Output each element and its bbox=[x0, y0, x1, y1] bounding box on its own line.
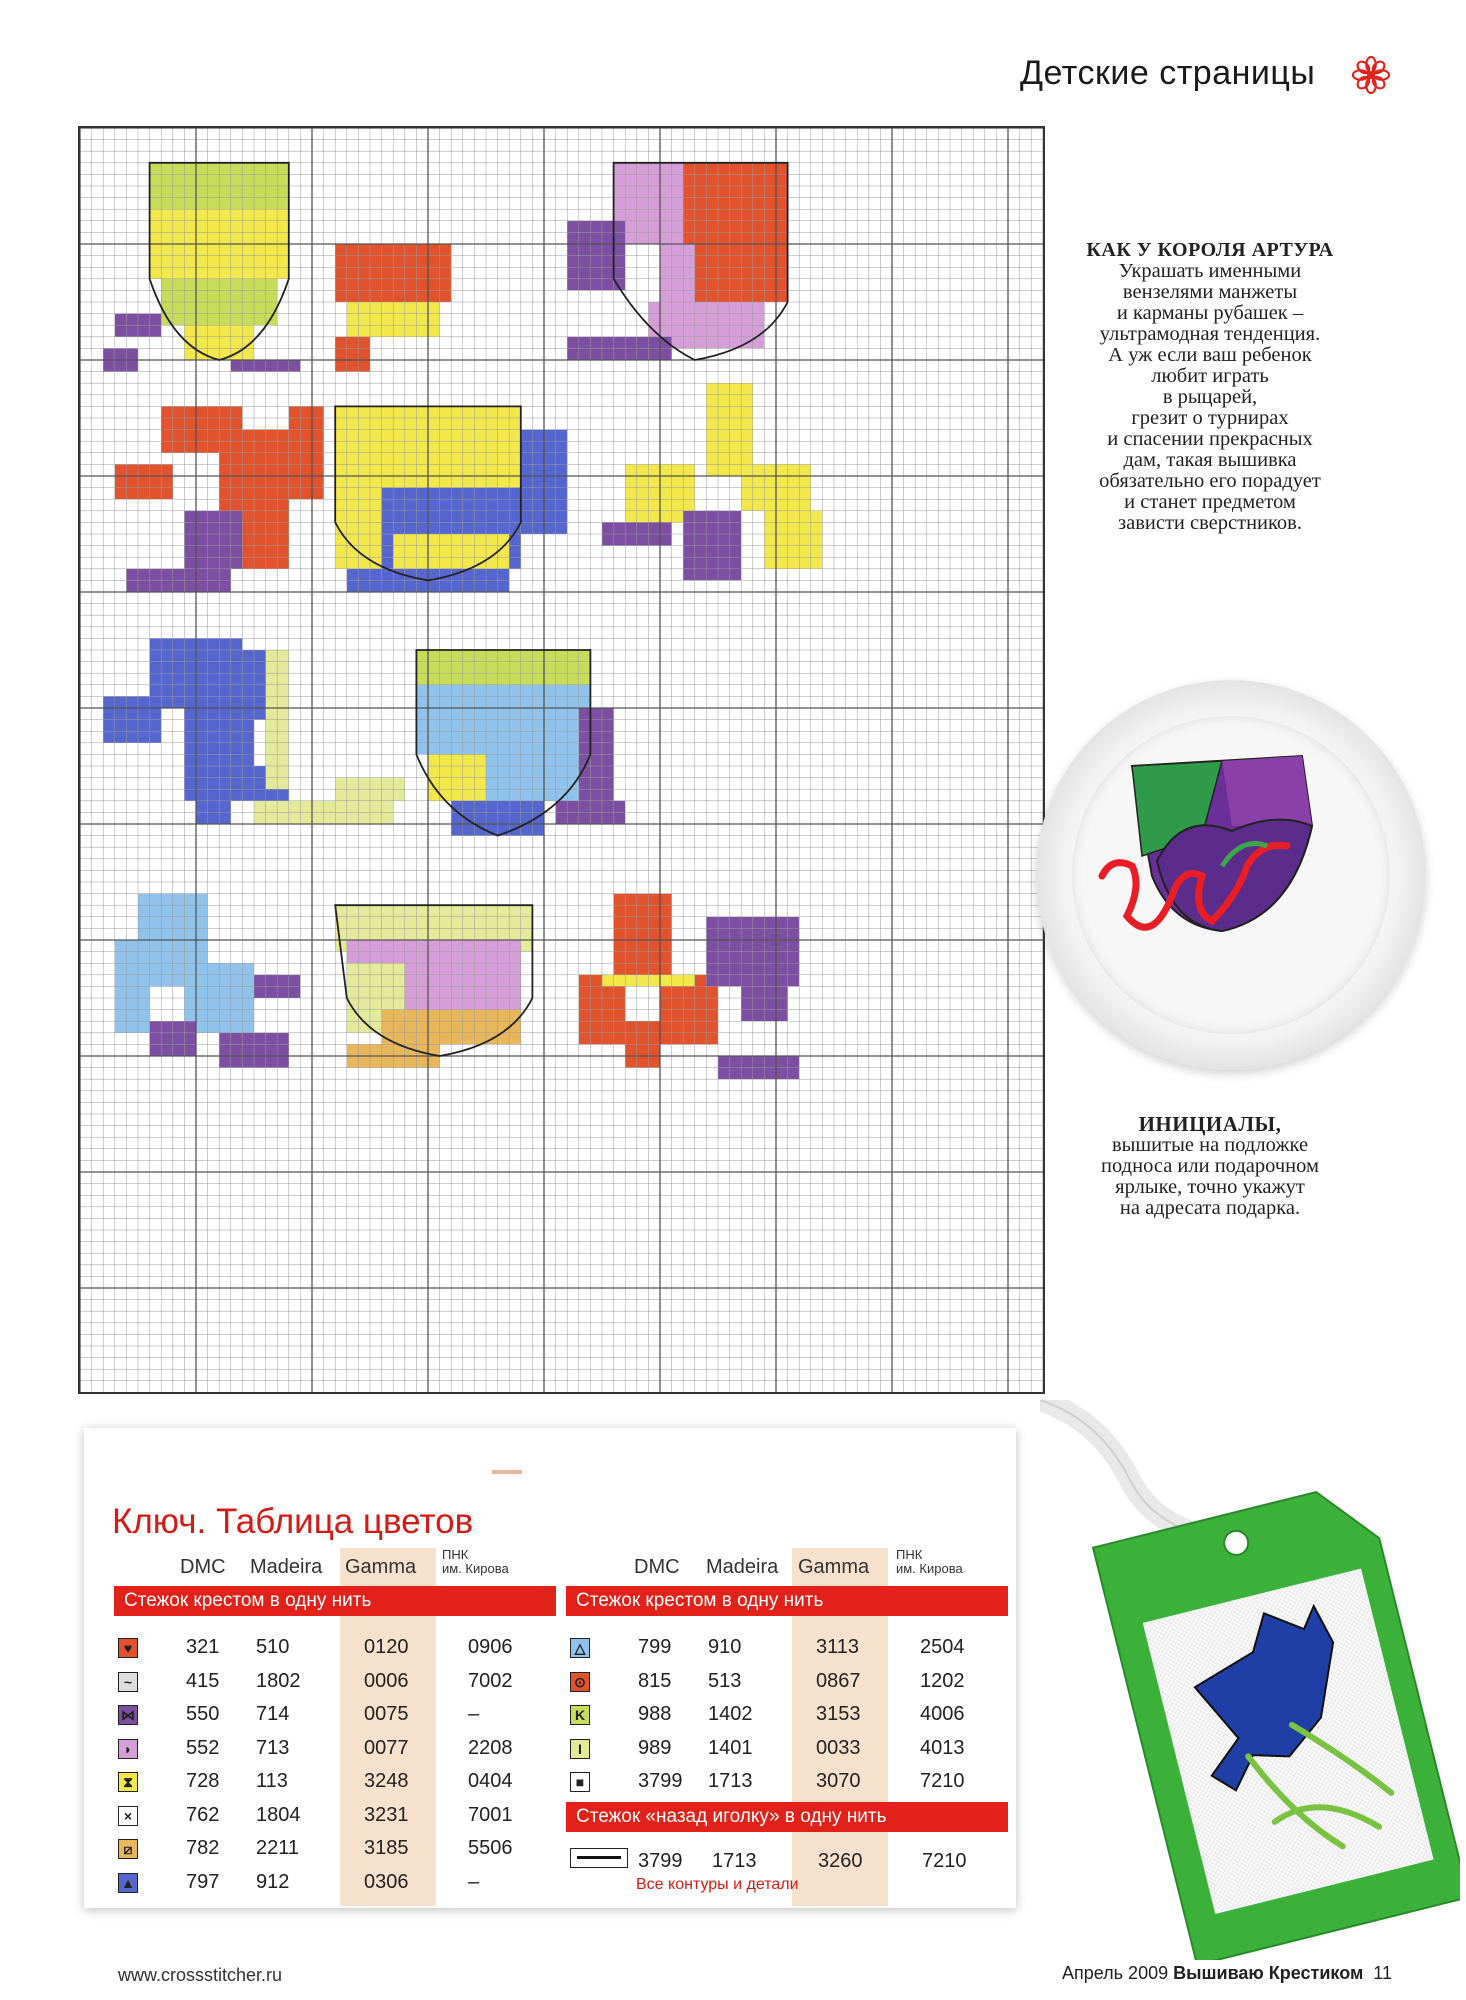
left-key-symbol-7: ▲ bbox=[118, 1873, 138, 1893]
left-key-pnk-1: 7002 bbox=[468, 1669, 513, 1692]
left-key-gamma-6: 3185 bbox=[364, 1837, 409, 1859]
stitch-block-69 bbox=[614, 894, 672, 975]
left-key-madeira-2: 714 bbox=[256, 1703, 290, 1725]
footer-magazine: Вышиваю Крестиком bbox=[1173, 1963, 1364, 1983]
left-key-dmc-5: 762 bbox=[186, 1803, 220, 1826]
right-key-symbol-3: I bbox=[570, 1739, 590, 1759]
side-note-line: А уж если ваш ребенок bbox=[1108, 344, 1312, 366]
left-key-gamma-4: 3248 bbox=[364, 1770, 409, 1792]
left-key-madeira-5: 1804 bbox=[256, 1803, 301, 1826]
right-key-dmc-2: 988 bbox=[638, 1703, 672, 1725]
backstitch-gamma: 3260 bbox=[818, 1850, 863, 1872]
left-key-dmc-1: 415 bbox=[186, 1669, 220, 1692]
left-key-gamma-7: 0306 bbox=[364, 1870, 409, 1893]
right-key-symbol-1: ⊙ bbox=[570, 1672, 590, 1692]
left-key-dmc-3: 552 bbox=[186, 1736, 220, 1759]
right-key-gamma-1: 0867 bbox=[816, 1669, 861, 1692]
col-header-pnk bbox=[896, 1548, 963, 1576]
left-key-pnk-4: 0404 bbox=[468, 1770, 513, 1792]
key-title: Ключ. Таблица цветов bbox=[112, 1502, 474, 1541]
col-header-pnk bbox=[442, 1548, 509, 1576]
section-title: Детские страницы bbox=[1020, 54, 1316, 92]
left-key-gamma-5: 3231 bbox=[364, 1803, 409, 1826]
right-key-pnk-1: 1202 bbox=[920, 1669, 965, 1692]
footer-website: www.crossstitcher.ru bbox=[118, 1965, 283, 1985]
footer-issue-date: Апрель 2009 bbox=[1062, 1963, 1169, 1983]
right-key-gamma-2: 3153 bbox=[816, 1703, 861, 1725]
backstitch-madeira: 1713 bbox=[712, 1850, 757, 1872]
left-key-pnk-3: 2208 bbox=[468, 1736, 513, 1759]
left-key-madeira-7: 912 bbox=[256, 1870, 290, 1893]
left-key-madeira-4: 113 bbox=[256, 1770, 288, 1792]
col-header-gamma: Gamma bbox=[345, 1556, 417, 1578]
side-note-line: вензелями манжеты bbox=[1122, 281, 1298, 303]
left-key-pnk-6: 5506 bbox=[468, 1837, 513, 1859]
stitch-block-25 bbox=[184, 511, 242, 569]
left-key-madeira-6: 2211 bbox=[256, 1837, 300, 1859]
side-note-line: ультрамодная тенденция. bbox=[1099, 323, 1321, 345]
col-header-pnk-line1: ПНК bbox=[896, 1547, 923, 1562]
stitch-block-39 bbox=[764, 511, 822, 569]
side-note-line: зависти сверстников. bbox=[1118, 512, 1302, 534]
left-key-pnk-7: – bbox=[468, 1870, 480, 1893]
left-key-symbol-6: ⧄ bbox=[118, 1839, 138, 1859]
backstitch-symbol bbox=[570, 1848, 628, 1868]
side-note-line: вышитые на подложке bbox=[1111, 1134, 1309, 1156]
left-key-pnk-0: 0906 bbox=[468, 1636, 513, 1658]
left-key-pnk-5: 7001 bbox=[468, 1803, 513, 1826]
right-key-symbol-0: △ bbox=[570, 1638, 590, 1658]
section-bar-cross-stitch-left: Стежок крестом в одну нить bbox=[114, 1586, 556, 1616]
left-key-madeira-1: 1802 bbox=[256, 1669, 301, 1692]
left-key-dmc-7: 797 bbox=[186, 1870, 220, 1893]
side-note-line: дам, такая вышивка bbox=[1123, 449, 1297, 471]
right-key-pnk-0: 2504 bbox=[920, 1636, 965, 1658]
right-key-gamma-0: 3113 bbox=[816, 1636, 860, 1658]
backstitch-pnk: 7210 bbox=[922, 1850, 967, 1872]
side-note-line: в рыцарей, bbox=[1162, 386, 1258, 408]
col-header-dmc: DMC bbox=[180, 1556, 226, 1578]
side-note-line: грезит о турнирах bbox=[1131, 407, 1289, 429]
right-key-madeira-0: 910 bbox=[708, 1636, 742, 1658]
col-header-pnk-line2: им. Кирова bbox=[442, 1561, 509, 1576]
side-note-line: любит играть bbox=[1151, 365, 1269, 387]
left-key-madeira-0: 510 bbox=[256, 1636, 290, 1658]
backstitch-note: Все контуры и детали bbox=[636, 1876, 799, 1893]
right-key-gamma-4: 3070 bbox=[816, 1770, 861, 1792]
side-note-king-arthur bbox=[1040, 240, 1380, 534]
coaster-embroidery bbox=[1072, 716, 1390, 1034]
flower-icon bbox=[1352, 56, 1390, 94]
side-note-line: и спасении прекрасных bbox=[1107, 428, 1313, 450]
right-key-dmc-1: 815 bbox=[638, 1669, 672, 1692]
footer-page-number: 11 bbox=[1373, 1963, 1392, 1983]
col-header-madeira: Madeira bbox=[250, 1556, 323, 1578]
right-key-dmc-4: 3799 bbox=[638, 1770, 683, 1792]
left-key-symbol-1: ~ bbox=[118, 1672, 138, 1692]
side-note-heading: ИНИЦИАЛЫ, bbox=[1138, 1112, 1282, 1136]
left-key-dmc-6: 782 bbox=[186, 1837, 220, 1859]
left-key-gamma-1: 0006 bbox=[364, 1669, 409, 1692]
section-bar-backstitch: Стежок «назад иголку» в одну нить bbox=[566, 1802, 1008, 1832]
left-key-gamma-0: 0120 bbox=[364, 1636, 409, 1658]
right-key-symbol-4: ■ bbox=[570, 1772, 590, 1792]
left-key-gamma-2: 0075 bbox=[364, 1703, 409, 1725]
right-key-madeira-4: 1713 bbox=[708, 1770, 753, 1792]
right-key-pnk-2: 4006 bbox=[920, 1703, 965, 1725]
left-key-symbol-2: ⋈ bbox=[118, 1705, 138, 1725]
side-note-line: подноса или подарочном bbox=[1101, 1155, 1319, 1177]
side-note-line: Украшать именными bbox=[1118, 260, 1302, 282]
section-bar-cross-stitch-right: Стежок крестом в одну нить bbox=[566, 1586, 1008, 1616]
right-key-madeira-2: 1402 bbox=[708, 1703, 753, 1725]
side-note-heading: КАК У КОРОЛЯ АРТУРА bbox=[1086, 239, 1334, 261]
right-key-madeira-1: 513 bbox=[708, 1669, 742, 1692]
col-header-madeira: Madeira bbox=[706, 1556, 779, 1578]
footer-issue bbox=[1062, 1963, 1392, 1984]
left-key-madeira-3: 713 bbox=[256, 1736, 290, 1759]
left-key-gamma-3: 0077 bbox=[364, 1736, 409, 1759]
right-key-pnk-3: 4013 bbox=[920, 1736, 965, 1759]
left-key-symbol-4: ⧗ bbox=[118, 1772, 138, 1792]
side-note-line: обязательно его порадует bbox=[1099, 470, 1321, 492]
left-key-symbol-5: × bbox=[118, 1806, 138, 1826]
right-key-symbol-2: K bbox=[570, 1705, 590, 1725]
chart-svg bbox=[80, 128, 1043, 1392]
right-key-madeira-3: 1401 bbox=[708, 1736, 753, 1759]
left-key-symbol-0: ♥ bbox=[118, 1638, 138, 1658]
stitch-block-24 bbox=[115, 464, 173, 499]
pin-mark bbox=[492, 1470, 522, 1474]
gift-tag-photo bbox=[1040, 1400, 1460, 1960]
right-key-dmc-3: 989 bbox=[638, 1736, 672, 1759]
stitch-block-12 bbox=[335, 337, 370, 372]
left-key-dmc-2: 550 bbox=[186, 1703, 220, 1725]
col-header-pnk-line2: им. Кирова bbox=[896, 1561, 963, 1576]
left-key-dmc-4: 728 bbox=[186, 1770, 220, 1792]
right-key-dmc-0: 799 bbox=[638, 1636, 672, 1658]
left-key-symbol-3: ◗ bbox=[118, 1739, 138, 1759]
side-note-line: и станет предметом bbox=[1124, 491, 1296, 513]
col-header-pnk-line1: ПНК bbox=[442, 1547, 469, 1562]
cross-stitch-chart bbox=[78, 126, 1045, 1394]
left-key-dmc-0: 321 bbox=[186, 1636, 220, 1658]
right-key-gamma-3: 0033 bbox=[816, 1736, 861, 1759]
col-header-dmc: DMC bbox=[634, 1556, 680, 1578]
side-note-line: на адресата подарка. bbox=[1119, 1197, 1301, 1219]
right-key-pnk-4: 7210 bbox=[920, 1770, 965, 1792]
col-header-gamma: Gamma bbox=[798, 1556, 870, 1578]
left-key-pnk-2: – bbox=[468, 1703, 480, 1725]
side-note-line: ярлыке, точно укажут bbox=[1115, 1176, 1305, 1198]
backstitch-dmc: 3799 bbox=[638, 1850, 683, 1872]
side-note-line: и карманы рубашек – bbox=[1116, 302, 1304, 324]
side-note-initials bbox=[1060, 1114, 1360, 1219]
stitch-block-7 bbox=[347, 151, 405, 209]
